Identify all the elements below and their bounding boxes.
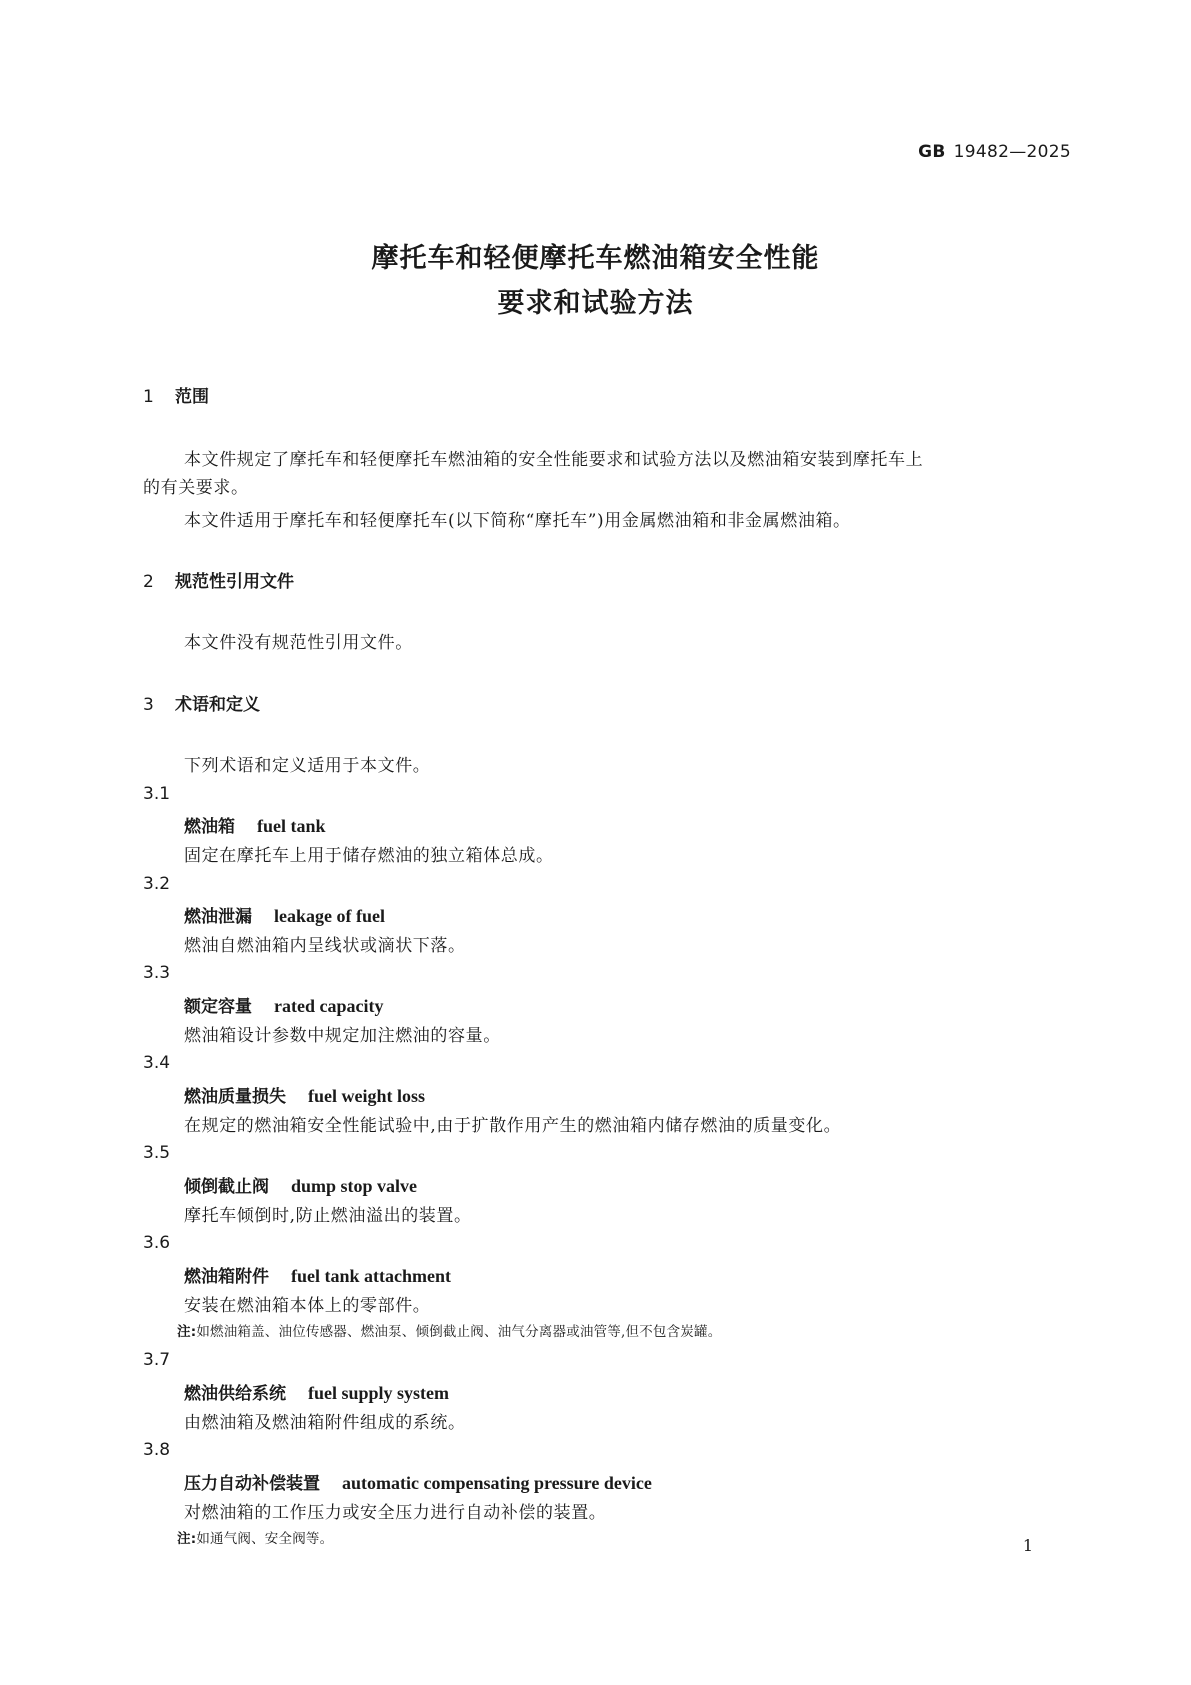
clause-3-7-number: 3.7	[143, 1350, 171, 1370]
standard-code: 19482—2025	[953, 142, 1071, 162]
section-1-heading: 1 范围	[143, 387, 209, 407]
clause-3-8-note: 注:如通气阀、安全阀等。	[177, 1531, 334, 1547]
section-3-intro: 下列术语和定义适用于本文件。	[184, 756, 431, 776]
clause-3-3-definition: 燃油箱设计参数中规定加注燃油的容量。	[184, 1026, 501, 1046]
section-1-para1-line1: 本文件规定了摩托车和轻便摩托车燃油箱的安全性能要求和试验方法以及燃油箱安装到摩托车上	[184, 450, 924, 470]
clause-3-4-definition: 在规定的燃油箱安全性能试验中,由于扩散作用产生的燃油箱内储存燃油的质量变化。	[184, 1116, 842, 1136]
document-title	[0, 236, 1191, 326]
section-1-para2: 本文件适用于摩托车和轻便摩托车(以下简称“摩托车”)用金属燃油箱和非金属燃油箱。	[184, 511, 851, 531]
section-1-para1-line2: 的有关要求。	[143, 478, 249, 498]
clause-3-8-number: 3.8	[143, 1440, 171, 1460]
clause-3-1-number: 3.1	[143, 784, 171, 804]
clause-3-1-definition: 固定在摩托车上用于储存燃油的独立箱体总成。	[184, 846, 554, 866]
clause-3-2-definition: 燃油自燃油箱内呈线状或滴状下落。	[184, 936, 466, 956]
clause-3-6-definition: 安装在燃油箱本体上的零部件。	[184, 1296, 431, 1316]
standard-prefix: GB	[918, 142, 946, 162]
clause-3-1-term: 燃油箱 fuel tank	[184, 816, 326, 837]
clause-3-3-number: 3.3	[143, 963, 171, 983]
clause-3-6-note: 注:如燃油箱盖、油位传感器、燃油泵、倾倒截止阀、油气分离器或油管等,但不包含炭罐。	[177, 1324, 722, 1340]
clause-3-3-term: 额定容量 rated capacity	[184, 996, 384, 1017]
title-line-2: 要求和试验方法	[497, 288, 694, 319]
clause-3-4-number: 3.4	[143, 1053, 171, 1073]
clause-3-4-term: 燃油质量损失 fuel weight loss	[184, 1086, 425, 1107]
clause-3-5-term: 倾倒截止阀 dump stop valve	[184, 1176, 418, 1197]
title-line-1: 摩托车和轻便摩托车燃油箱安全性能	[371, 243, 820, 274]
clause-3-6-number: 3.6	[143, 1233, 171, 1253]
section-2-heading: 2 规范性引用文件	[143, 572, 294, 592]
section-2-para: 本文件没有规范性引用文件。	[184, 633, 413, 653]
page-number: 1	[1022, 1536, 1033, 1555]
clause-3-6-term: 燃油箱附件 fuel tank attachment	[184, 1266, 451, 1287]
clause-3-2-term: 燃油泄漏 leakage of fuel	[184, 906, 385, 927]
clause-3-2-number: 3.2	[143, 874, 171, 894]
standard-number	[918, 142, 1071, 162]
clause-3-5-definition: 摩托车倾倒时,防止燃油溢出的装置。	[184, 1206, 472, 1226]
clause-3-8-term: 压力自动补偿装置 automatic compensating pressure device	[184, 1473, 652, 1494]
clause-3-7-term: 燃油供给系统 fuel supply system	[184, 1383, 450, 1404]
clause-3-7-definition: 由燃油箱及燃油箱附件组成的系统。	[184, 1413, 466, 1433]
clause-3-5-number: 3.5	[143, 1143, 171, 1163]
section-3-heading: 3 术语和定义	[143, 695, 260, 715]
clause-3-8-definition: 对燃油箱的工作压力或安全压力进行自动补偿的装置。	[184, 1503, 607, 1523]
